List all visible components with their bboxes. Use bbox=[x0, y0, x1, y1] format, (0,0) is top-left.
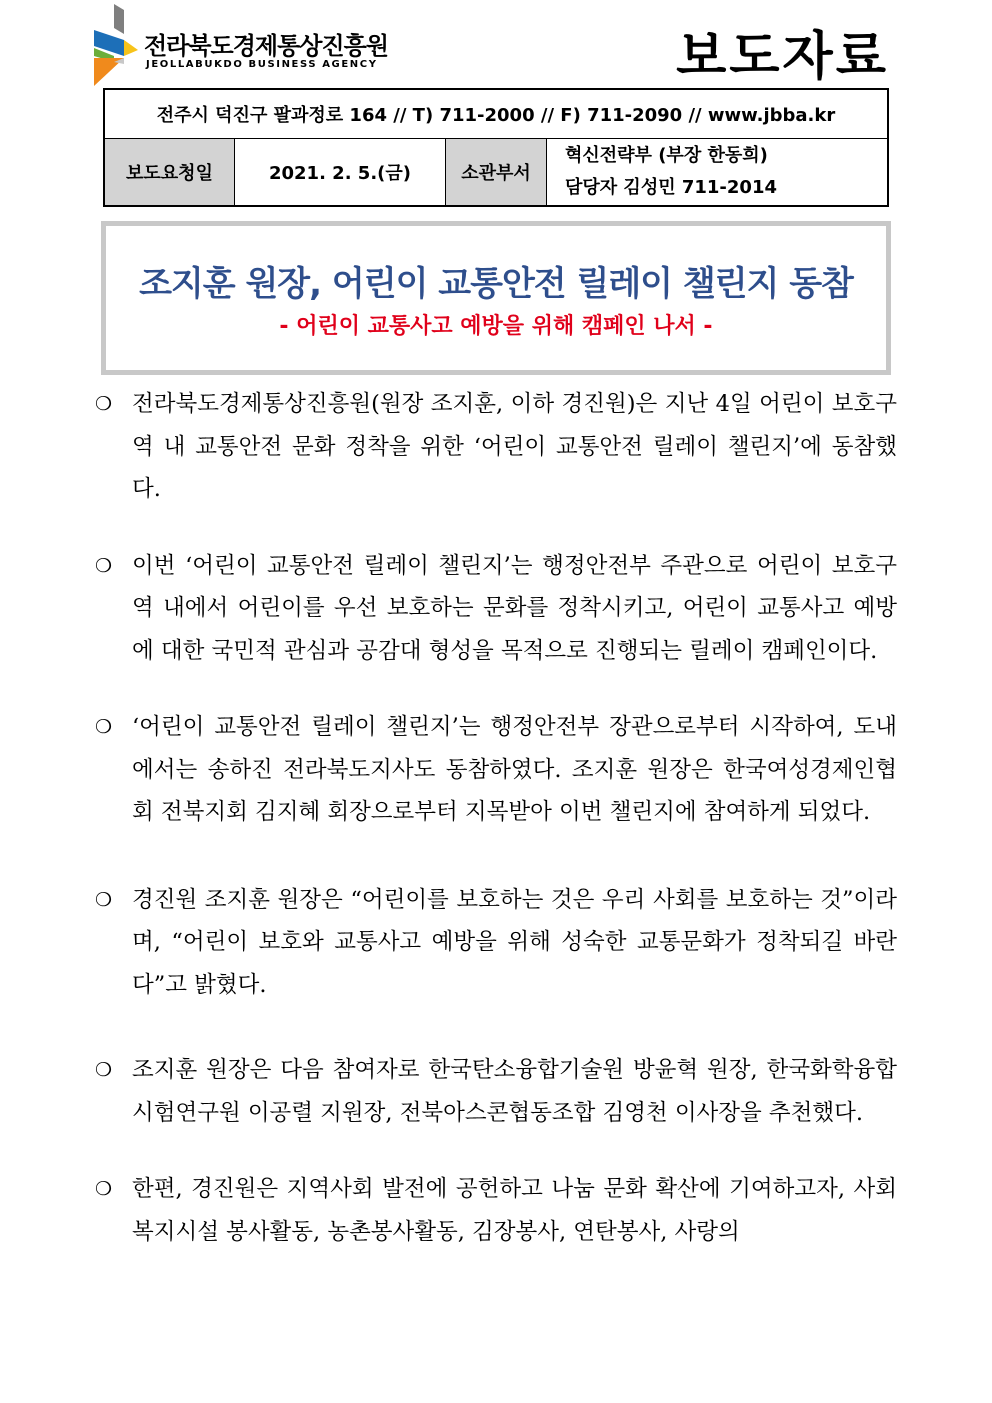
bullet-icon: ❍ bbox=[95, 554, 113, 577]
article-body bbox=[95, 383, 897, 1253]
paragraph-text: 조지훈 원장은 다음 참여자로 한국탄소융합기술원 방윤혁 원장, 한국화학융합시험연구원 이공렬 지원장, 전북아스콘협동조합 김영천 이사장을 추천했다. bbox=[132, 1057, 897, 1126]
logo-emblem-icon bbox=[94, 4, 140, 86]
paragraph bbox=[95, 545, 897, 673]
paragraph-text: ‘어린이 교통안전 릴레이 챌린지’는 행정안전부 장관으로부터 시작하여, 도내에서는 송하진 전라북도지사도 동참하였다. 조지훈 원장은 한국여성경제인협회 전북지회 김지혜 회장으로부터 지목받아 이번 챌린지에 참여하게 되었다. bbox=[132, 714, 897, 825]
paragraph-text: 전라북도경제통상진흥원(원장 조지훈, 이하 경진원)은 지난 4일 어린이 보호구역 내 교통안전 문화 정착을 위한 ‘어린이 교통안전 릴레이 챌린지’에 동참했다. bbox=[132, 391, 897, 502]
doc-type-title: 보도자료 bbox=[676, 27, 889, 87]
org-logo bbox=[94, 4, 394, 86]
bullet-icon: ❍ bbox=[95, 1178, 113, 1200]
paragraph bbox=[95, 706, 897, 834]
paragraph bbox=[95, 1049, 897, 1134]
bullet-icon: ❍ bbox=[95, 1059, 113, 1081]
bullet-icon: ❍ bbox=[95, 888, 113, 911]
dept-line-1: 혁신전략부 (부장 한동희) bbox=[565, 145, 768, 166]
org-name-en: JEOLLABUKDO BUSINESS AGENCY bbox=[146, 59, 378, 70]
bullet-icon: ❍ bbox=[95, 393, 113, 415]
paragraph bbox=[95, 383, 897, 511]
paragraph bbox=[95, 1168, 897, 1253]
paragraph-text: 한편, 경진원은 지역사회 발전에 공헌하고 나눔 문화 확산에 기여하고자, 사회복지시설 봉사활동, 농촌봉사활동, 김장봉사, 연탄봉사, 사랑의 bbox=[132, 1176, 897, 1245]
press-info-table bbox=[103, 88, 889, 207]
paragraph bbox=[95, 879, 897, 1007]
headline-subtitle: - 어린이 교통사고 예방을 위해 캠페인 나서 - bbox=[279, 314, 713, 339]
org-name-ko: 전라북도경제통상진흥원 bbox=[144, 32, 389, 60]
request-date: 2021. 2. 5.(금) bbox=[235, 139, 446, 207]
request-date-label: 보도요청일 bbox=[104, 139, 235, 207]
headline-title: 조지훈 원장, 어린이 교통안전 릴레이 챌린지 동참 bbox=[139, 264, 853, 304]
headline-box bbox=[101, 221, 891, 375]
bullet-icon: ❍ bbox=[95, 716, 113, 738]
dept-info bbox=[547, 139, 889, 207]
address-line: 전주시 덕진구 팔과정로 164 // T) 711-2000 // F) 711-2090 // www.jbba.kr bbox=[104, 89, 888, 139]
paragraph-text: 이번 ‘어린이 교통안전 릴레이 챌린지’는 행정안전부 주관으로 어린이 보호구역 내에서 어린이를 우선 보호하는 문화를 정착시키고, 어린이 교통사고 예방에 대한 국민적 관심과 공감대 형성을 목적으로 진행되는 릴레이 캠페인이다. bbox=[132, 552, 897, 664]
dept-label: 소관부서 bbox=[446, 139, 547, 207]
dept-line-2: 담당자 김성민 711-2014 bbox=[565, 177, 778, 198]
paragraph-text: 경진원 조지훈 원장은 “어린이를 보호하는 것은 우리 사회를 보호하는 것”이라며, “어린이 보호와 교통사고 예방을 위해 성숙한 교통문화가 정착되길 바란다”고 밝혔다. bbox=[132, 886, 897, 998]
